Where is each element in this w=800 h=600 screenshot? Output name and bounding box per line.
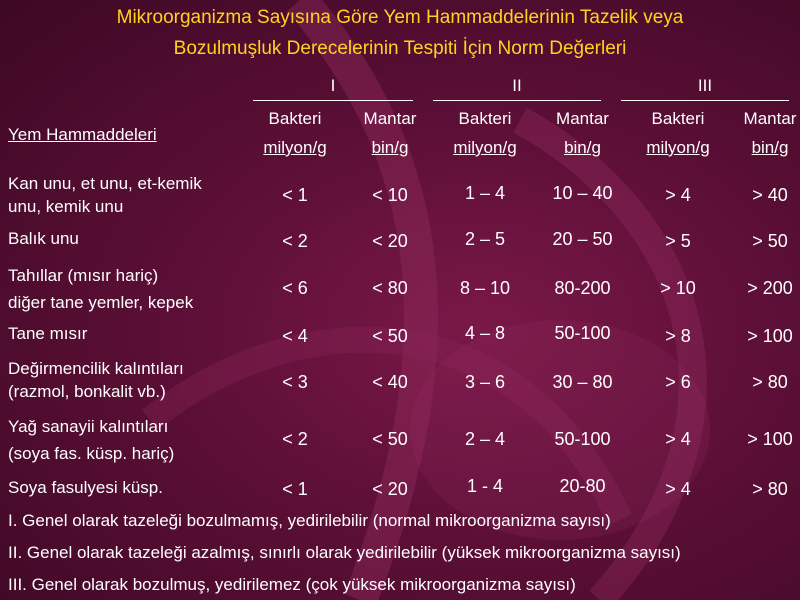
table-cell: < 4 — [282, 326, 308, 346]
column-unit-bakteri-ii: milyon/g — [453, 138, 517, 157]
group-underline-iii — [621, 100, 789, 101]
table-cell: 4 – 8 — [464, 323, 506, 343]
column-unit-mantar-ii: bin/g — [564, 138, 601, 157]
column-unit-mantar-i: bin/g — [371, 138, 409, 157]
table-cell: > 100 — [747, 326, 793, 346]
note-i: I. Genel olarak tazeleği bozulmamış, yedirilebilir (normal mikroorganizma sayısı) — [8, 511, 611, 530]
column-header-bakteri-iii: Bakteri — [651, 109, 705, 128]
table-cell: < 50 — [372, 429, 408, 449]
group-underline-ii — [433, 100, 601, 101]
table-cell: < 2 — [282, 231, 308, 251]
column-header-bakteri-ii: Bakteri — [458, 109, 512, 128]
table-cell: > 5 — [665, 231, 691, 251]
row-label-balik-unu: Balık unu — [8, 229, 79, 248]
table-cell: > 10 — [660, 278, 696, 298]
table-cell: 30 – 80 — [552, 372, 613, 392]
column-unit-bakteri-i: milyon/g — [263, 138, 327, 157]
table-cell: 2 – 5 — [464, 229, 506, 249]
table-cell: 50-100 — [554, 429, 611, 449]
row-label-soya-fasulyesi: Soya fasulyesi küsp. — [8, 478, 163, 497]
table-cell: > 8 — [665, 326, 691, 346]
table-cell: 3 – 6 — [464, 372, 506, 392]
table-cell: > 4 — [665, 429, 691, 449]
column-header-mantar-iii: Mantar — [743, 109, 797, 128]
table-cell: 8 – 10 — [459, 278, 511, 298]
row-label-tahillar: Tahıllar (mısır hariç) diğer tane yemler, kepek — [8, 266, 194, 312]
table-cell: < 6 — [282, 278, 308, 298]
table-cell: 50-100 — [554, 323, 611, 343]
table-cell: < 80 — [372, 278, 408, 298]
row-label-tane-misir: Tane mısır — [8, 324, 88, 343]
table-cell: > 40 — [752, 185, 788, 205]
table-cell: 2 – 4 — [464, 429, 506, 449]
row-label-yag-sanayii: Yağ sanayii kalıntıları (soya fas. küsp. hariç) — [8, 417, 175, 463]
group-header-i: I — [330, 76, 336, 95]
table-cell: > 4 — [665, 185, 691, 205]
table-cell: < 1 — [282, 185, 308, 205]
table-cell: < 3 — [282, 372, 308, 392]
table-cell: 20-80 — [559, 476, 606, 496]
table-cell: > 80 — [752, 479, 788, 499]
table-cell: < 2 — [282, 429, 308, 449]
table-cell: > 50 — [752, 231, 788, 251]
table-cell: 20 – 50 — [552, 229, 613, 249]
table-cell: 80-200 — [554, 278, 611, 298]
note-ii: II. Genel olarak tazeleği azalmış, sınırlı olarak yedirilebilir (yüksek mikroorganizma sayısı) — [8, 543, 681, 562]
table-cell: < 50 — [372, 326, 408, 346]
slide-title-line-2: Bozulmuşluk Derecelerinin Tespiti İçin Norm Değerleri — [173, 38, 627, 59]
table-cell: > 4 — [665, 479, 691, 499]
column-unit-bakteri-iii: milyon/g — [646, 138, 710, 157]
table-cell: < 20 — [372, 231, 408, 251]
table-cell: > 200 — [747, 278, 793, 298]
note-iii: III. Genel olarak bozulmuş, yedirilemez (çok yüksek mikroorganizma sayısı) — [8, 575, 576, 594]
table-cell: 1 - 4 — [466, 476, 504, 496]
column-header-hammadde: Yem Hammaddeleri — [8, 125, 157, 144]
column-header-bakteri-i: Bakteri — [268, 109, 322, 128]
group-header-ii: II — [512, 76, 522, 95]
column-unit-mantar-iii: bin/g — [751, 138, 789, 157]
table-cell: < 1 — [282, 479, 308, 499]
column-header-mantar-ii: Mantar — [556, 109, 609, 128]
group-header-iii: III — [697, 76, 713, 95]
table-cell: > 6 — [665, 372, 691, 392]
table-cell: 1 – 4 — [464, 183, 506, 203]
table-cell: < 20 — [372, 479, 408, 499]
group-underline-i — [253, 100, 413, 101]
table-cell: 10 – 40 — [552, 183, 613, 203]
row-label-degirmencilik: Değirmencilik kalıntıları (razmol, bonkalit vb.) — [8, 359, 184, 401]
slide-title-line-1: Mikroorganizma Sayısına Göre Yem Hammaddelerinin Tazelik veya — [116, 7, 684, 28]
table-cell: > 100 — [747, 429, 793, 449]
table-cell: < 10 — [372, 185, 408, 205]
table-cell: > 80 — [752, 372, 788, 392]
table-cell: < 40 — [372, 372, 408, 392]
column-header-mantar-i: Mantar — [363, 109, 417, 128]
row-label-kan-unu: Kan unu, et unu, et-kemik unu, kemik unu — [8, 174, 202, 216]
